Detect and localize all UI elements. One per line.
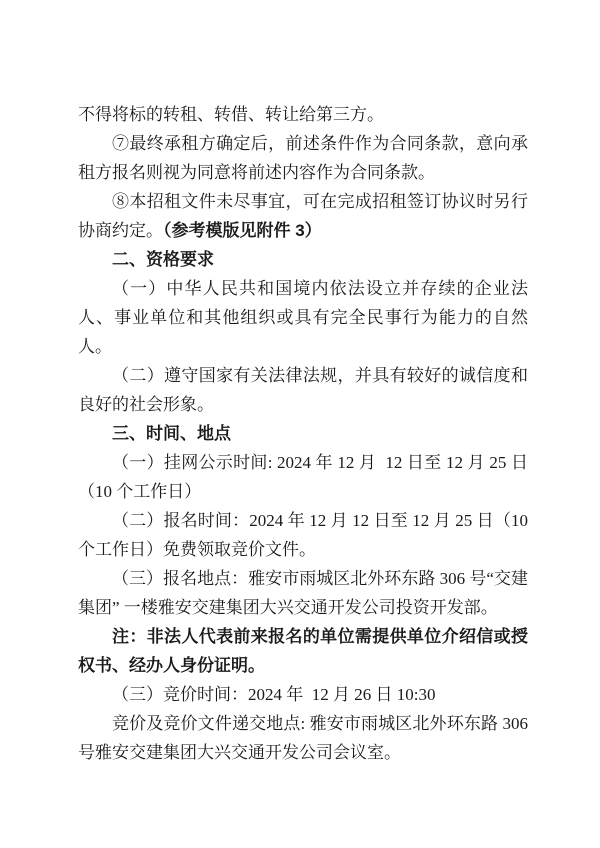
paragraph-clause-8 [78,187,528,245]
text-run: 不得将标的转租、转借、转让给第三方。 [78,105,384,124]
text-run: 注：非法人代表前来报名的单位需提供单位介绍信或授权书、经办人身份证明。 [78,627,528,675]
paragraph-bidding-place [78,709,533,767]
attachment-reference: （参考模版见附件 3） [163,221,322,240]
paragraph-note [78,622,528,680]
paragraph-bidding-time [78,680,528,709]
text-run: （一）挂网公示时间: 2024 年 12 月 12 日至 12 月 25 日（10 个工作日） [78,453,528,501]
text-run: ⑦最终承租方确定后，前述条件作为合同条款，意向承租方报名则视为同意将前述内容作为合同条款。 [78,134,528,182]
text-run: ⑧本招租文件未尽事宜，可在完成招租签订协议时另行协商约定。 [78,192,528,240]
text-run: （三）竞价时间：2024 年 12 月 26 日 10:30 [112,685,436,704]
paragraph-no-sublease [78,100,528,129]
paragraph-posting-time [78,448,528,506]
section-heading-time-place [78,419,528,448]
paragraph-qualification-2 [78,361,528,419]
text-run: （一）中华人民共和国境内依法设立并存续的企业法人、事业单位和其他组织或具有完全民事行为能力的自然人。 [78,279,528,356]
paragraph-registration-place [78,564,528,622]
paragraph-registration-time [78,506,533,564]
text-run: （二）遵守国家有关法律法规，并具有较好的诚信度和良好的社会形象。 [78,366,528,414]
paragraph-clause-7 [78,129,528,187]
text-run: 竞价及竞价文件递交地点: 雅安市雨城区北外环东路 306 号雅安交建集团大兴交通开发公司会议室。 [78,714,533,762]
text-run: （三）报名地点：雅安市雨城区北外环东路 306 号“交建集团” 一楼雅安交建集团大兴交通开发公司投资开发部。 [78,569,528,617]
paragraph-qualification-1 [78,274,528,361]
text-run: （二）报名时间：2024 年 12 月 12 日至 12 月 25 日（10 个工作日）免费领取竞价文件。 [78,511,533,559]
heading-text: 三、时间、地点 [112,424,231,443]
section-heading-qualifications [78,245,528,274]
heading-text: 二、资格要求 [112,250,214,269]
